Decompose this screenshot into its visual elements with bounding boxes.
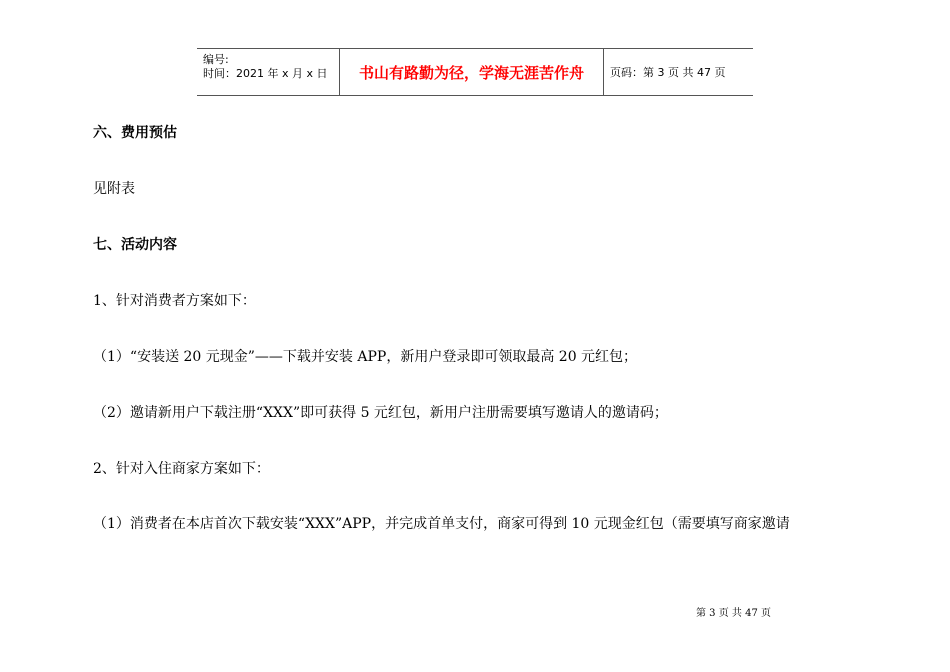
section-heading-cost: 六、费用预估 bbox=[93, 125, 177, 141]
page-header bbox=[197, 48, 753, 96]
list-item-merchant-bonus: （1）消费者在本店首次下载安装“XXX”APP，并完成首单支付，商家可得到 10 元现金红包（需要填写商家邀请 bbox=[93, 516, 790, 532]
list-item-consumer-plan: 1、针对消费者方案如下： bbox=[93, 293, 256, 309]
document-date: 时间：2021 年 x 月 x 日 bbox=[203, 67, 328, 80]
section-heading-activity: 七、活动内容 bbox=[93, 237, 177, 253]
paragraph-see-attachment: 见附表 bbox=[93, 181, 135, 197]
header-motto: 书山有路勤为径，学海无涯苦作舟 bbox=[339, 49, 604, 95]
list-item-install-bonus: （1）“安装送 20 元现金”——下载并安装 APP，新用户登录即可领取最高 20 元红包； bbox=[93, 349, 638, 365]
header-page-code: 页码：第 3 页 共 47 页 bbox=[610, 66, 726, 79]
document-number-label: 编号: bbox=[203, 53, 229, 66]
header-info bbox=[197, 49, 339, 95]
list-item-invite-bonus: （2）邀请新用户下载注册“XXX”即可获得 5 元红包，新用户注册需要填写邀请人的邀请码； bbox=[93, 405, 668, 421]
list-item-merchant-plan: 2、针对入住商家方案如下： bbox=[93, 461, 270, 477]
page-footer: 第 3 页 共 47 页 bbox=[696, 608, 771, 619]
